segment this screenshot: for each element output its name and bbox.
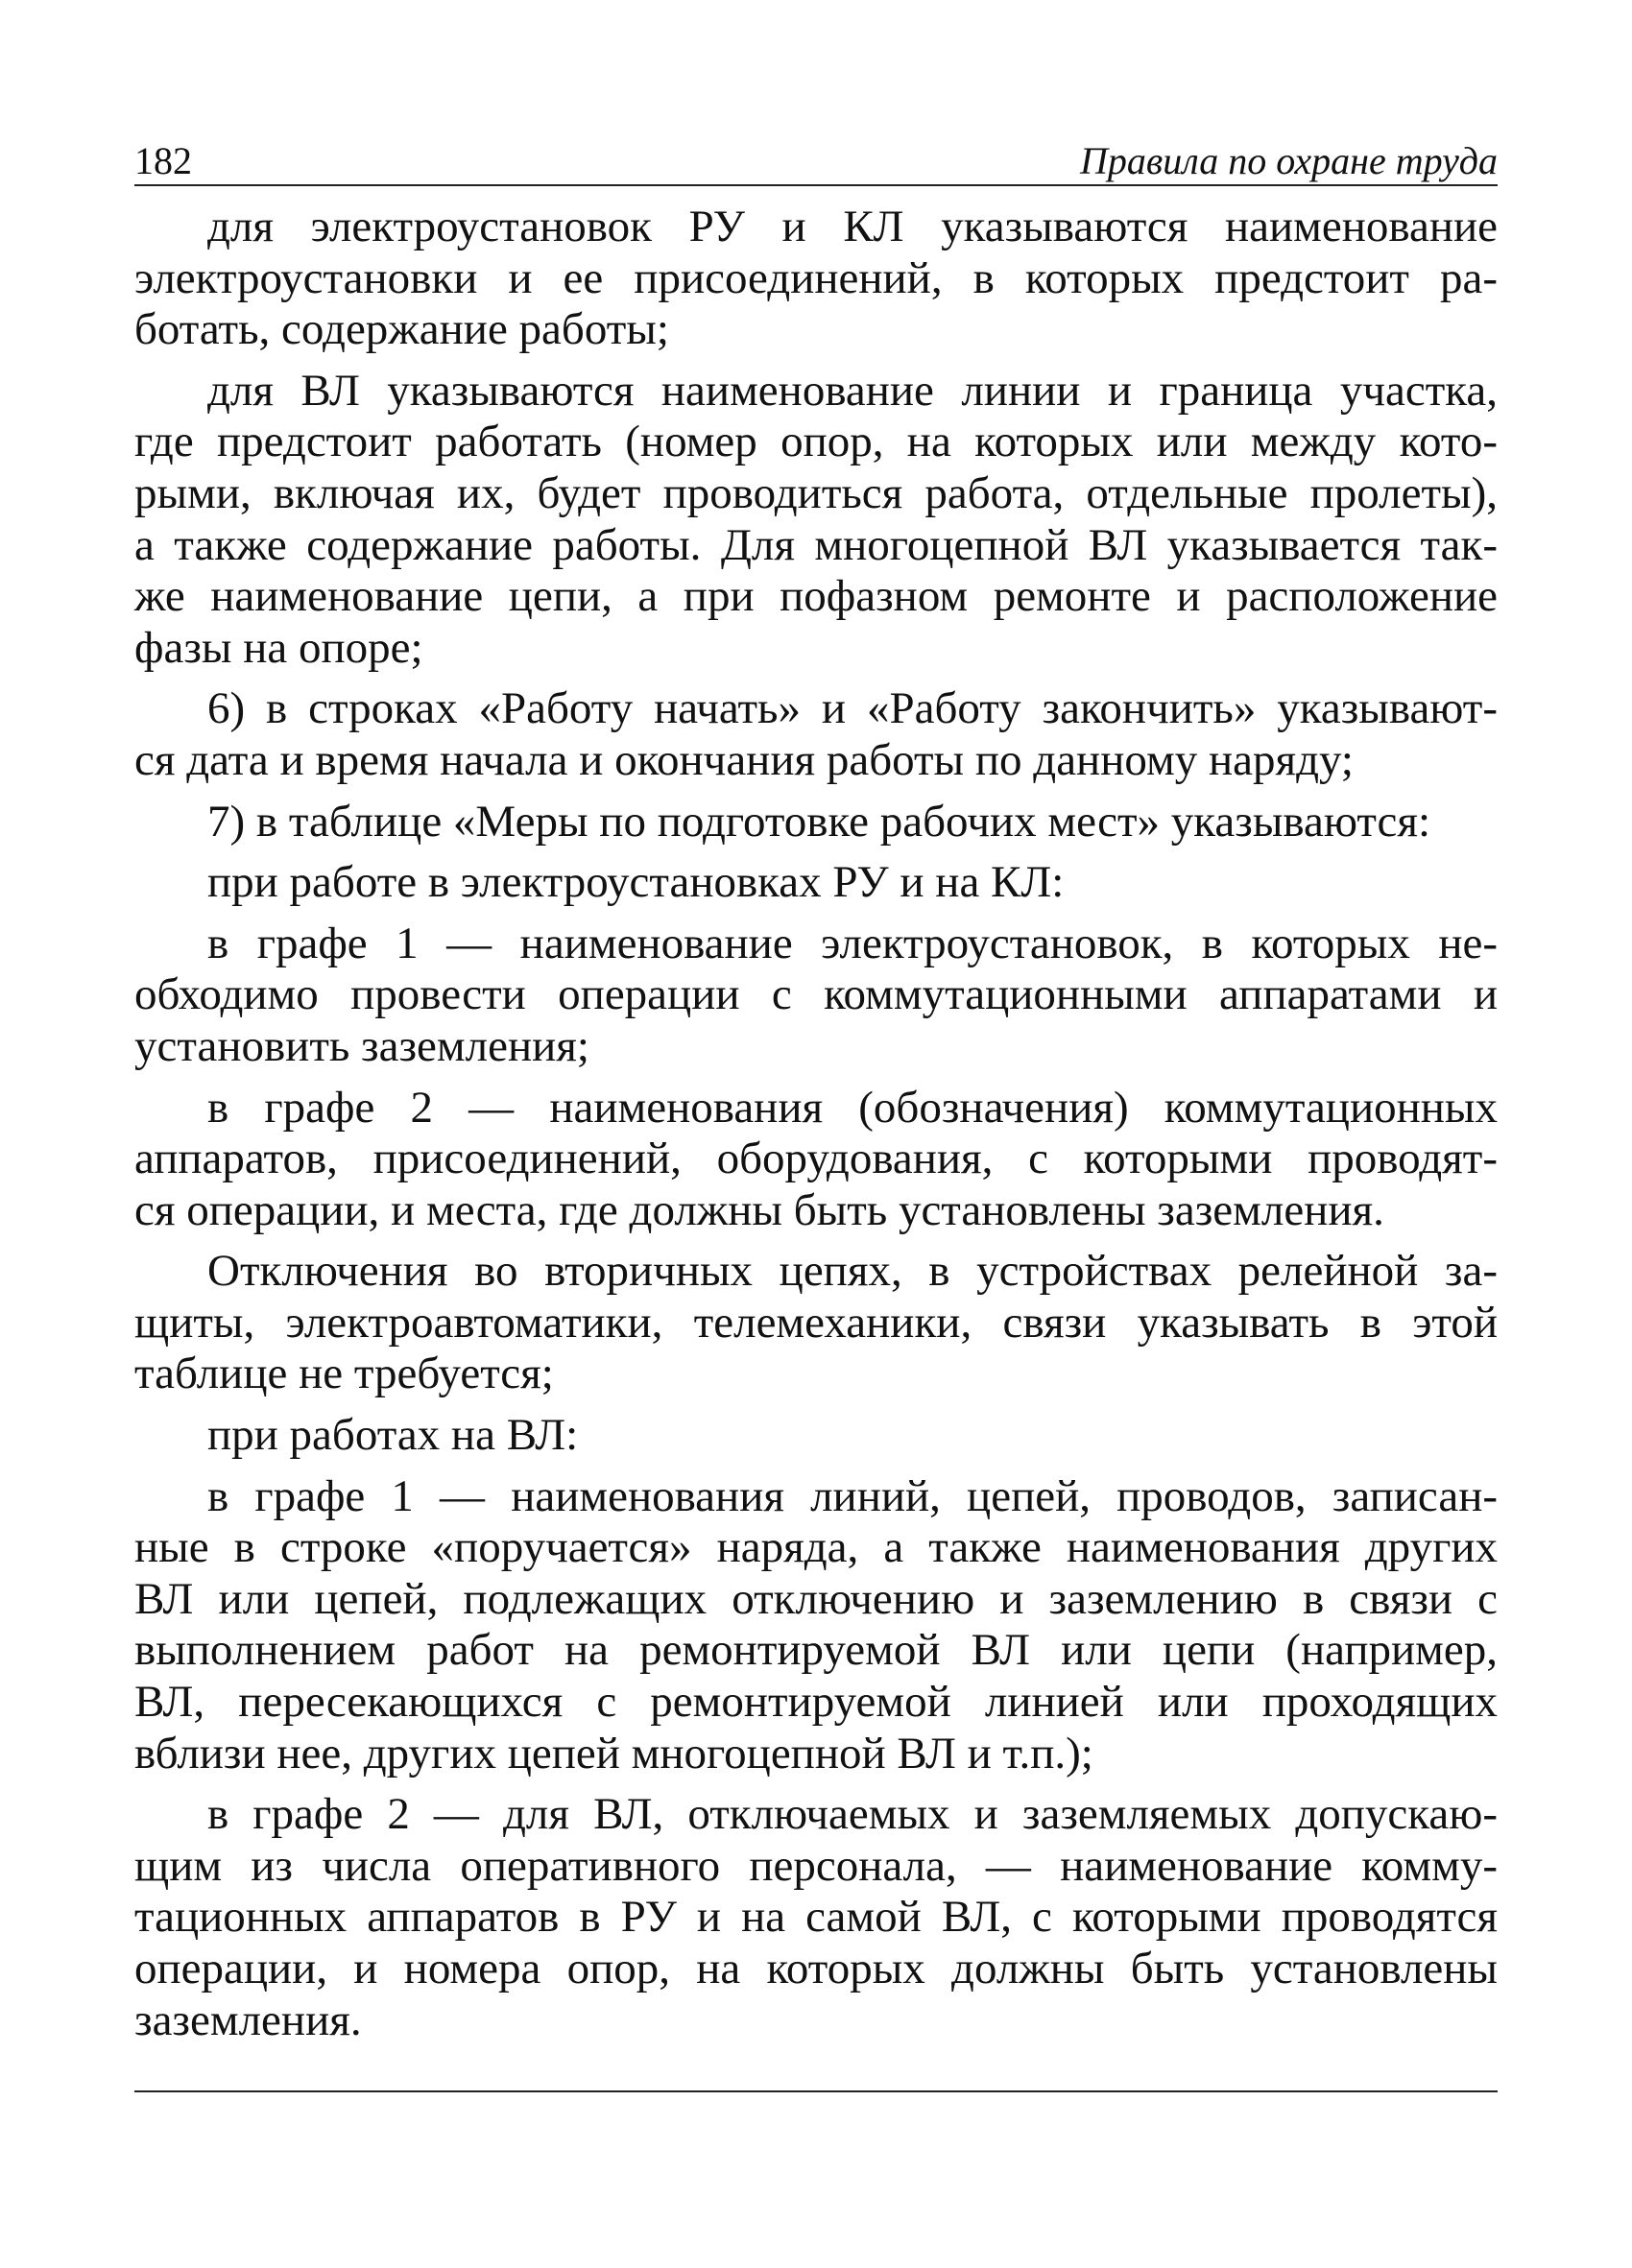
text-line: ся операции, и места, где должны быть установлены заземления. [134, 1184, 1384, 1235]
paragraph [134, 797, 1498, 848]
paragraph [134, 1246, 1498, 1400]
text-line: в графе 2 — для ВЛ, отключаемых и заземляемых допускаю- [207, 1789, 1498, 1840]
text-line: в графе 2 — наименования (обозначения) коммутационных [207, 1082, 1498, 1133]
paragraph [134, 1410, 1498, 1462]
text-line: установить заземления; [134, 1020, 589, 1071]
text-line: щим из числа оперативного персонала, — наименование комму- [134, 1840, 1498, 1891]
text-line: рыми, включая их, будет проводиться работа, отдельные пролеты), [134, 467, 1498, 518]
text-line: 6) в строках «Работу начать» и «Работу закончить» указывают- [207, 683, 1498, 734]
paragraph [134, 1789, 1498, 2046]
text-line: электроустановки и ее присоединений, в которых предстоит ра- [134, 252, 1498, 303]
text-line: ВЛ или цепей, подлежащих отключению и заземлению в связи с [134, 1573, 1498, 1624]
text-line: выполнением работ на ремонтируемой ВЛ или цепи (например, [134, 1625, 1498, 1676]
body-text [134, 202, 1498, 2056]
text-line: же наименование цепи, а при пофазном ремонте и расположение [134, 571, 1498, 622]
text-line: 7) в таблице «Меры по подготовке рабочих мест» указываются: [207, 796, 1431, 847]
text-line: а также содержание работы. Для многоцепной ВЛ указывается так- [134, 519, 1498, 570]
text-line: аппаратов, присоединений, оборудования, с которыми проводят- [134, 1134, 1498, 1184]
running-title: Правила по охране труда [1080, 139, 1498, 182]
text-line: для электроустановок РУ и КЛ указываются наименование [207, 202, 1498, 251]
text-line: ные в строке «поручается» наряда, а также наименования других [134, 1522, 1498, 1573]
text-line: в графе 1 — наименование электроустановок, в которых не- [207, 918, 1498, 968]
text-line: таблице не требуется; [134, 1349, 554, 1399]
text-line: при работах на ВЛ: [207, 1410, 579, 1461]
paragraph [134, 857, 1498, 909]
paragraph [134, 683, 1498, 786]
paragraph [134, 1471, 1498, 1780]
page-number: 182 [134, 139, 192, 182]
text-line: фазы на опоре; [134, 622, 423, 673]
text-line: в графе 1 — наименования линий, цепей, проводов, записан- [207, 1470, 1498, 1521]
text-line: операции, и номера опор, на которых должны быть установлены [134, 1944, 1498, 1993]
text-line: ботать, содержание работы; [134, 304, 669, 355]
text-line: обходимо провести операции с коммутационными аппаратами и [134, 969, 1498, 1020]
paragraph [134, 366, 1498, 675]
text-line: вблизи нее, других цепей многоцепной ВЛ и т.п.); [134, 1728, 1093, 1779]
text-line: щиты, электроавтоматики, телемеханики, связи указывать в этой [134, 1297, 1498, 1348]
text-line: тационных аппаратов в РУ и на самой ВЛ, с которыми проводятся [134, 1892, 1498, 1943]
paragraph [134, 1083, 1498, 1237]
text-line: где предстоит работать (номер опор, на которых или между кото- [134, 417, 1498, 467]
bottom-rule [134, 2090, 1498, 2092]
running-header [134, 127, 1498, 186]
text-line: при работе в электроустановках РУ и на КЛ: [207, 857, 1065, 908]
text-line: ся дата и время начала и окончания работы по данному наряду; [134, 734, 1354, 785]
text-line: для ВЛ указываются наименование линии и граница участка, [207, 365, 1498, 416]
text-line: заземления. [134, 1994, 362, 2045]
text-line: ВЛ, пересекающихся с ремонтируемой линией или проходящих [134, 1677, 1498, 1728]
paragraph [134, 919, 1498, 1073]
text-line: Отключения во вторичных цепях, в устройствах релейной за- [207, 1246, 1498, 1297]
paragraph [134, 202, 1498, 356]
